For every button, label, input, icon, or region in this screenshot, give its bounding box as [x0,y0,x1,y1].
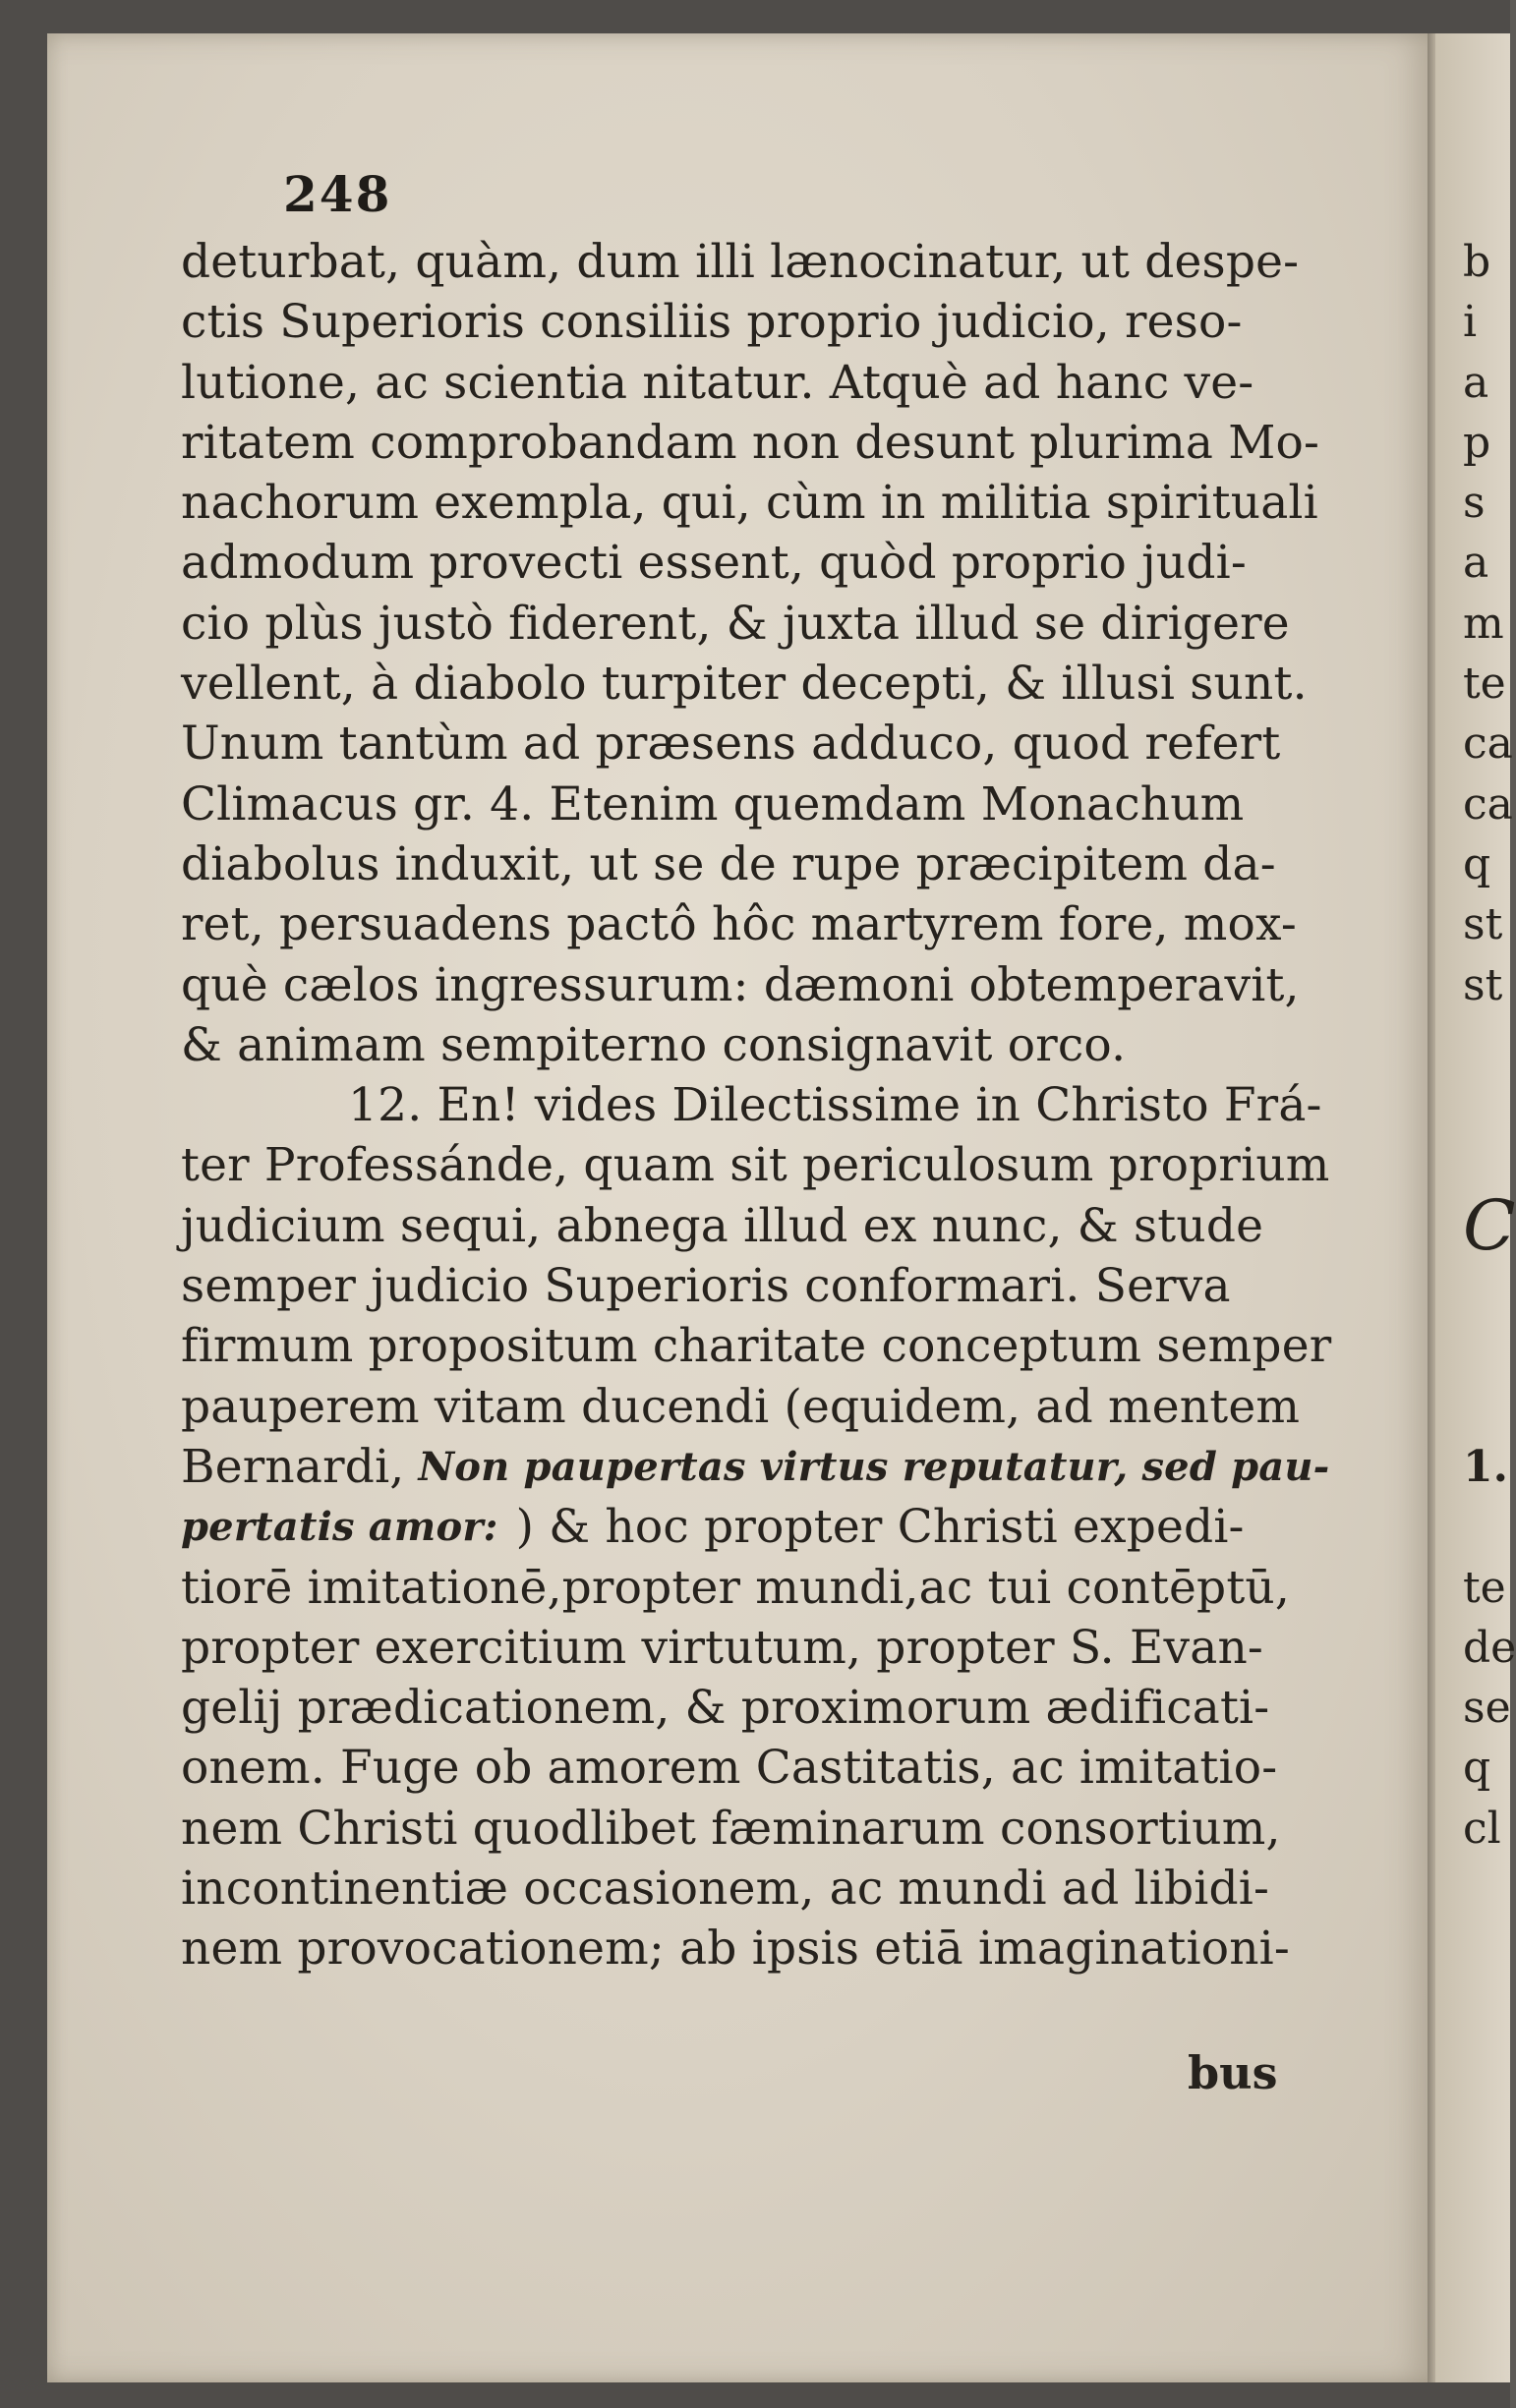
spacer [1463,1075,1510,1135]
book-gutter [1428,33,1435,2382]
fragment: te [1463,1562,1506,1613]
text-line: onem. Fuge ob amorem Castitatis, ac imitatio- [181,1741,1278,1796]
text-line: diabolus induxit, ut se de rupe præcipitem da- [181,836,1276,891]
text-line: gelij prædicationem, & proximorum ædificati- [181,1681,1270,1736]
fragment: i [1463,297,1478,348]
text-line: firmum propositum charitate conceptum semper [181,1319,1332,1374]
fragment: s [1463,478,1486,529]
paragraph-first-line: 12. En! vides Dilectissime in Christo Frá- [348,1078,1322,1133]
text-line: vellent, à diabolo turpiter decepti, & illusi sunt. [181,657,1308,712]
facing-page-text [1463,232,1516,1859]
text-line: ret, persuadens pactô hôc martyrem fore, mox- [181,897,1298,952]
fragment: ca [1463,718,1513,770]
text-block [181,232,1390,1979]
text-line: Climacus gr. 4. Etenim quemdam Monachum [181,776,1245,831]
paragraph-12 [181,1075,1390,1978]
text-line: ter Professánde, quam sit periculosum proprium [181,1138,1330,1193]
spacer [404,1437,418,1497]
catchword: bus [1188,2046,1278,2099]
text-line: nem provocationem; ab ipsis etiā imaginationi- [181,1921,1290,1977]
fragment: te [1463,659,1506,710]
spacer [1463,1497,1510,1557]
fragment: b [1463,237,1491,287]
text-line: & animam sempiterno consignavit orco. [181,1017,1127,1072]
quote-continuation: ) & hoc propter Christi expedi- [515,1500,1245,1555]
fragment: a [1463,538,1489,589]
fragment: st [1463,959,1503,1010]
fragment: C [1463,1184,1516,1266]
quote-line [181,1497,1390,1557]
fragment: p [1463,417,1491,468]
fragment: m [1463,598,1504,649]
page-number: 248 [283,165,392,223]
fragment: q [1463,838,1491,889]
text-line: què cælos ingressurum: dæmoni obtemperavit, [181,957,1300,1012]
text-line: deturbat, quàm, dum illi lænocinatur, ut despe- [181,235,1300,289]
spacer [498,1497,516,1557]
text-line: incontinentiæ occasionem, ac mundi ad libidi- [181,1862,1270,1917]
text-line: nem Christi quodlibet fæminarum consortium, [181,1801,1281,1856]
text-line: lutione, ac scientia nitatur. Atquè ad hanc ve- [181,355,1254,410]
text-line: admodum provecti essent, quòd proprio judi- [181,536,1247,591]
fragment: st [1463,899,1503,950]
quote-line [181,1437,1390,1497]
italic-quote: pertatis amor: [181,1504,498,1551]
italic-quote: Non paupertas virtus reputatur, sed pau- [418,1443,1330,1490]
fragment: de [1463,1622,1516,1673]
fragment: se [1463,1683,1511,1734]
text-line: Unum tantùm ad præsens adduco, quod refert [181,717,1281,772]
text-line: ritatem comprobandam non desunt plurima Mo- [181,415,1320,470]
fragment: q [1463,1743,1491,1794]
spacer [1463,1316,1510,1376]
text-line: propter exercitium virtutum, propter S. Evan- [181,1620,1263,1675]
text-line: ctis Superioris consiliis proprio judicio, reso- [181,295,1243,350]
text-line: tiorē imitationē,propter mundi,ac tui contēptū, [181,1560,1291,1615]
fragment: cl [1463,1803,1501,1854]
spacer [1463,1377,1510,1437]
text-line: nachorum exempla, qui, cùm in militia spirituali [181,476,1318,531]
text-line: pauperem vitam ducendi (equidem, ad mentem [181,1379,1301,1434]
quote-prefix: Bernardi, [181,1439,405,1494]
paragraph-11 [181,232,1390,1075]
fragment: ca [1463,778,1513,830]
fragment: a [1463,357,1489,408]
text-line: judicium sequi, abnega illud ex nunc, & stude [181,1198,1264,1253]
spacer [1463,1015,1510,1075]
text-line: cio plùs justò fiderent, & juxta illud se dirigere [181,596,1290,651]
fragment: 1. [1463,1441,1508,1492]
text-line: semper judicio Superioris conformari. Serva [181,1259,1231,1314]
